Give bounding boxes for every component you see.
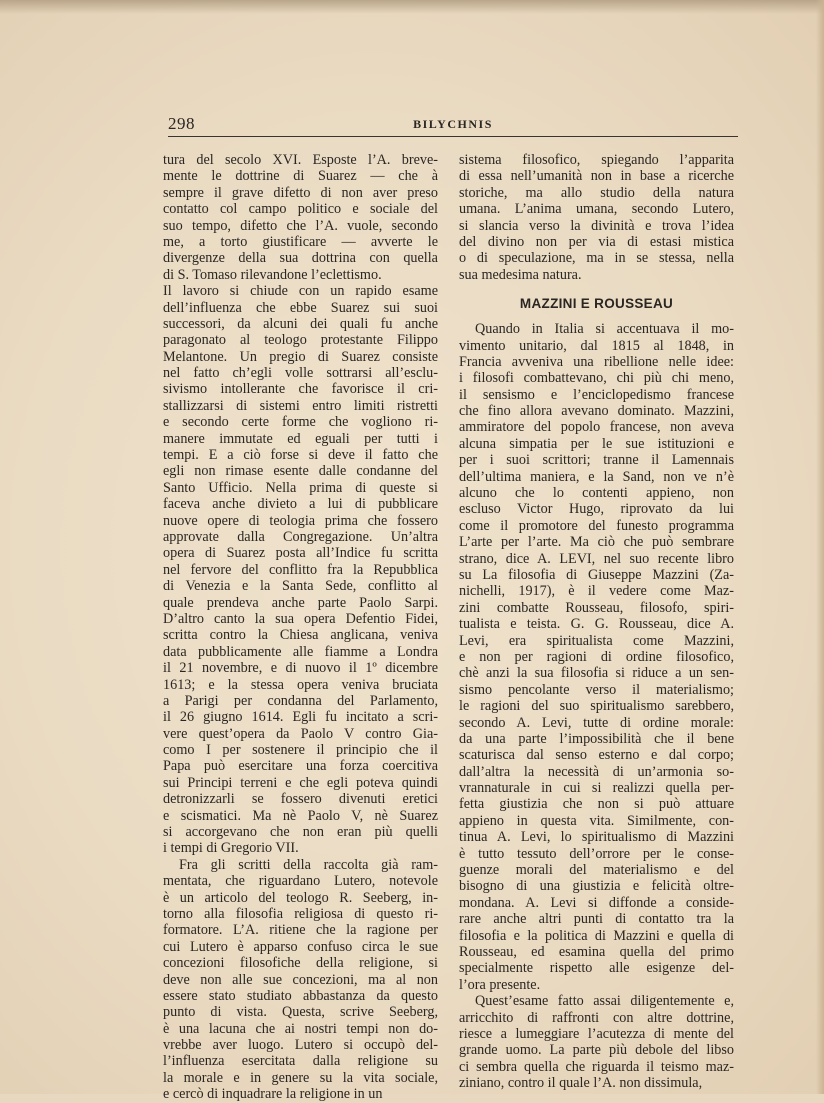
- text-line: sismo pencolante verso il materialismo;: [459, 681, 734, 698]
- text-line: l’influenza esercitata dalla religione su: [163, 1053, 438, 1070]
- text-line: ziniano, contro il quale l’A. non dissimula,: [459, 1075, 703, 1092]
- left-column: [163, 152, 438, 1103]
- text-line: torno alla filosofia religiosa di questo ri-: [163, 905, 438, 922]
- text-line: tempi. E a ciò forse si deve il fatto che: [163, 447, 438, 464]
- text-line: Francia avveniva una ribellione nelle idee:: [459, 353, 734, 370]
- text-line: mondana. A. Levi si diffonde a conside-: [459, 894, 734, 911]
- page-header: [168, 112, 738, 136]
- text-line: dell’ultima maniera, e la Sand, non ve n’è: [459, 468, 734, 485]
- text-line: i tempi di Gregorio VII.: [163, 840, 299, 857]
- text-line: strano, dice A. LEVI, nel suo recente libro: [459, 550, 734, 567]
- text-line: guenze morali del materialismo e del: [459, 862, 734, 879]
- text-line: dell’influenza che ebbe Suarez sui suoi: [163, 299, 438, 316]
- text-line: escluso Victor Hugo, riprovato da lui: [459, 501, 734, 518]
- text-line: manere immutate ed eguali per tutti i: [163, 430, 438, 447]
- text-line: approvate dalla Congregazione. Un’altra: [163, 528, 438, 545]
- text-line: e scismatici. Ma nè Paolo V, nè Suarez: [163, 807, 438, 824]
- text-line: nuove opere di teologia prima che fossero: [163, 512, 438, 529]
- text-line: sistema filosofico, spiegando l’apparita: [459, 152, 734, 168]
- page-top-edge: [0, 0, 824, 14]
- text-line: nichelli, 1917), è il vedere come Maz-: [459, 583, 734, 600]
- text-line: e cercò di inquadrare la religione in un: [163, 1086, 383, 1103]
- text-line: e non per ragioni di ordine filosofico,: [459, 648, 734, 665]
- text-line: deve non alle sue concezioni, ma al non: [163, 971, 438, 988]
- text-line: sivismo intollerante che favorisce il cri-: [163, 381, 438, 398]
- text-line: riesce a lumeggiare l’acutezza di mente del: [459, 1025, 734, 1042]
- text-line: egli non rimase esente dalle condanne del: [163, 463, 438, 480]
- text-line: di Venezia e la Santa Sede, conflitto al: [163, 578, 438, 595]
- text-line: stallizzarsi di sistemi entro limiti ristretti: [163, 397, 438, 414]
- text-line: punto di vista. Questa, scrive Seeberg,: [163, 1004, 438, 1021]
- text-line: vrannaturale in cui si realizzi quella per-: [459, 780, 734, 797]
- text-line: nel fatto ch’egli volle sottrarsi all’esclu-: [163, 365, 438, 382]
- text-line: Melantone. Un pregio di Suarez consiste: [163, 348, 438, 365]
- text-line: umana. L’anima umana, secondo Lutero,: [459, 201, 734, 218]
- text-line: mente le dottrine di Suarez — che à: [163, 168, 438, 185]
- text-line: si slancia verso la divinità e trova l’idea: [459, 217, 734, 234]
- text-line: nel fervore del conflitto fra la Repubblica: [163, 561, 438, 578]
- text-line: specialmente rispetto alle esigenze del-: [459, 960, 734, 977]
- text-line: secondo A. Levi, tutte di ordine morale:: [459, 714, 734, 731]
- text-line: tura del secolo XVI. Esposte l’A. breve-: [163, 152, 438, 168]
- text-line: è una lacuna che ai nostri tempi non do-: [163, 1020, 438, 1037]
- text-line: cui Lutero è apparso confuso circa le sue: [163, 938, 438, 955]
- text-line: filosofia e la politica di Mazzini e quella di: [459, 927, 734, 944]
- text-line: Fra gli scritti della raccolta già ram-: [179, 856, 438, 873]
- text-line: Papa può esercitare una forza coercitiva: [163, 758, 438, 775]
- text-line: vimento unitario, dal 1815 al 1848, in: [459, 337, 734, 354]
- right-column-bottom: [459, 321, 734, 1091]
- text-line: i filosofi combattevano, chi più chi meno,: [459, 370, 734, 387]
- right-column: [459, 152, 734, 1091]
- text-line: Rousseau, ed esamina quella del primo: [459, 943, 734, 960]
- text-line: e secondo certe forme che vogliono ri-: [163, 414, 438, 431]
- text-line: fetta giustizia che non si può attuare: [459, 796, 734, 813]
- text-line: tualista e teista. G. G. Rousseau, dice A.: [459, 616, 734, 633]
- text-line: vrebbe aver luogo. Lutero si occupò del-: [163, 1037, 438, 1054]
- text-line: ci sembra quella che riguarda il teismo maz-: [459, 1058, 734, 1075]
- text-line: quale prendeva anche parte Paolo Sarpi.: [163, 594, 438, 611]
- text-line: zini combatte Rousseau, filosofo, spiri-: [459, 599, 734, 616]
- text-line: me, a torto giustificare — avverte le: [163, 233, 438, 250]
- text-line: formatore. L’A. ritiene che la ragione per: [163, 922, 438, 939]
- text-line: è un articolo del teologo R. Seeberg, in-: [163, 889, 438, 906]
- text-line: arricchito di raffronti con altre dottrine,: [459, 1009, 734, 1026]
- text-line: L’arte per l’arte. Ma ciò che può sembrare: [459, 534, 734, 551]
- text-line: che fino allora avevano dominato. Mazzini,: [459, 403, 734, 420]
- text-line: per i suoi scrittori; tranne il Lamennais: [459, 452, 734, 469]
- text-line: di S. Tomaso rilevandone l’eclettismo.: [163, 266, 382, 283]
- text-line: opera di Suarez posta all’Indice fu scritta: [163, 545, 438, 562]
- text-line: a Parigi per condanna del Parlamento,: [163, 692, 438, 709]
- text-line: scaturisca dal senso esterno e dal corpo;: [459, 747, 734, 764]
- text-line: successori, da alcuni dei quali fu anche: [163, 315, 438, 332]
- text-line: faceva anche divieto a lui di pubblicare: [163, 496, 438, 513]
- text-line: come il promotore del funesto programma: [459, 517, 734, 534]
- text-line: como I per sostenere il principio che il: [163, 742, 438, 759]
- text-line: grande uomo. La parte più debole del libso: [459, 1042, 734, 1059]
- text-line: sui Principi terreni e che egli poteva quindi: [163, 774, 438, 791]
- text-line: divergenze della sua dottrina con quella: [163, 250, 438, 267]
- text-line: l’ora presente.: [459, 976, 541, 993]
- running-head: BILYCHNIS: [413, 117, 493, 131]
- text-line: alcuno che lo contenti appieno, non: [459, 485, 734, 502]
- page-right-edge: [816, 0, 824, 1094]
- text-line: rare anche altri punti di contatto tra la: [459, 911, 734, 928]
- text-line: Santo Ufficio. Nella prima di queste si: [163, 479, 438, 496]
- text-line: del divino non per via di estasi mistica: [459, 233, 734, 250]
- text-line: si accorgevano che non eran più quelli: [163, 824, 438, 841]
- text-line: di essa nell’umanità non in base a ricerche: [459, 168, 734, 185]
- text-line: il 21 novembre, e di nuovo il 1º dicembre: [163, 660, 438, 677]
- text-line: Quando in Italia si accentuava il mo-: [475, 321, 734, 338]
- text-line: 1613; e la stessa opera veniva bruciata: [163, 676, 438, 693]
- text-line: appieno in questa vita. Similmente, con-: [459, 812, 734, 829]
- page-number: 298: [168, 114, 195, 133]
- text-line: dall’altra la necessità di un’armonia so-: [459, 763, 734, 780]
- text-line: scritta contro la Chiesa anglicana, veniva: [163, 627, 438, 644]
- text-line: vere quest’opera da Paolo V contro Gia-: [163, 725, 438, 742]
- text-line: data pubblicamente alle fiamme a Londra: [163, 643, 438, 660]
- text-line: Levi, era spiritualista come Mazzini,: [459, 632, 734, 649]
- text-line: mentata, che riguardano Lutero, notevole: [163, 873, 438, 890]
- section-heading: MAZZINI E ROUSSEAU: [519, 296, 674, 312]
- text-line: essere stato studiato abbastanza da questo: [163, 987, 438, 1004]
- text-line: o di speculazione, ma in se stessa, nella: [459, 250, 734, 267]
- text-line: la morale e in genere su la vita sociale,: [163, 1069, 438, 1086]
- text-line: sua medesima natura.: [459, 266, 582, 283]
- text-line: da una parte l’impossibilità che il bene: [459, 730, 734, 747]
- text-line: alcuna simpatia per le sue istituzioni e: [459, 435, 734, 452]
- text-line: bisogno di una giustizia e felicità oltre-: [459, 878, 734, 895]
- text-line: D’altro canto la sua opera Defentio Fidei,: [163, 610, 438, 627]
- text-line: il 26 giugno 1614. Egli fu incitato a scri-: [163, 709, 438, 726]
- text-line: contatto col campo politico e sociale del: [163, 201, 438, 218]
- right-column-top: [459, 152, 734, 283]
- text-line: storiche, ma allo studio della natura: [459, 184, 734, 201]
- text-line: Quest’esame fatto assai diligentemente e,: [475, 993, 734, 1010]
- text-line: è tutto tessuto dell’orrore per le conse-: [459, 845, 734, 862]
- text-line: suo tempo, difetto che l’A. vuole, secondo: [163, 217, 438, 234]
- text-line: ammiratore del popolo francese, non aveva: [459, 419, 734, 436]
- text-line: Il lavoro si chiude con un rapido esame: [163, 283, 438, 300]
- text-line: concezioni filosofiche della religione, si: [163, 955, 438, 972]
- text-line: su La filosofia di Giuseppe Mazzini (Za-: [459, 566, 734, 583]
- text-line: il sensismo e l’enciclopedismo francese: [459, 386, 734, 403]
- text-line: le ragioni del suo spiritualismo sarebbero,: [459, 698, 734, 715]
- text-line: tinua A. Levi, lo spiritualismo di Mazzini: [459, 829, 734, 846]
- header-rule: [168, 136, 738, 137]
- text-line: detronizzarli se fossero divenuti eretici: [163, 791, 438, 808]
- text-line: paragonato al teologo protestante Filippo: [163, 332, 438, 349]
- text-line: sempre il grave difetto di non aver preso: [163, 184, 438, 201]
- text-line: chè anzi la sua filosofia si riduce a un sen-: [459, 665, 734, 682]
